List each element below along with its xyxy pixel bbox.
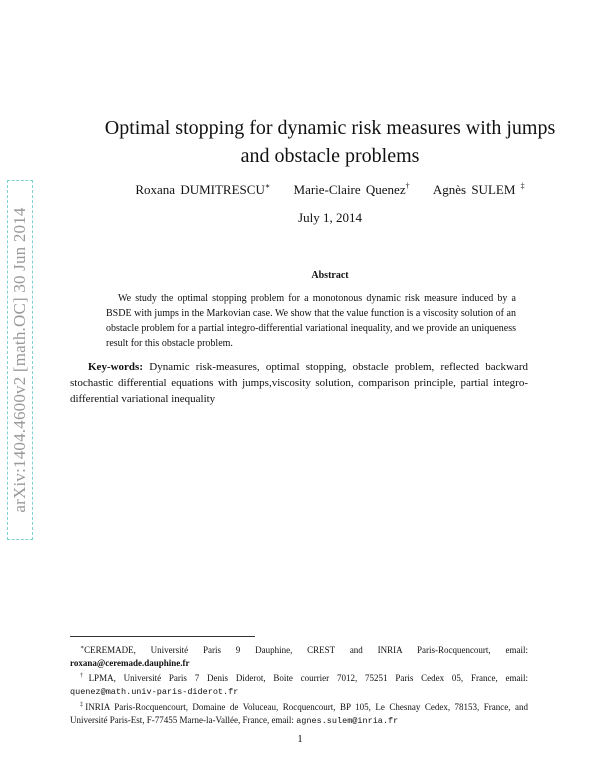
footnote-1-email[interactable]: roxana@ceremade.dauphine.fr [70, 658, 190, 668]
footnote-3: ‡INRIA Paris-Rocquencourt, Domaine de Voluceau, Rocquencourt, BP 105, Le Chesnay Cedex, 78153, France, and Université Paris-Est, F-77455 Marne-la-Vallée, France, email: agnes.sulem@inria.fr [70, 702, 528, 726]
author-list [60, 182, 600, 198]
abstract-text: We study the optimal stopping problem for a monotonous dynamic risk measure induced by a BSDE with jumps in the Markovian case. We show that the value function is a viscosity solution of an obstacle problem for a partial integro-differential variational inequality, and we provide an uniqueness result for this obstacle problem. [106, 293, 516, 349]
footnote-rule [70, 636, 255, 637]
footnote-3-email[interactable]: agnes.sulem@inria.fr [296, 716, 399, 726]
abstract-heading: Abstract [311, 270, 349, 281]
author-3: Agnès SULEM ‡ [432, 182, 525, 198]
keywords-label: Key-words: [88, 361, 143, 373]
title-line-2: and obstacle problems [240, 145, 420, 167]
paper-title [60, 114, 600, 170]
footnote-2-email[interactable]: quenez@math.univ-paris-diderot.fr [70, 687, 239, 697]
keywords-paragraph [70, 359, 528, 407]
publication-date: July 1, 2014 [298, 210, 362, 225]
author-1: Roxana DUMITRESCU∗ [135, 182, 271, 198]
author-2: Marie-Claire Quenez† [293, 182, 410, 198]
arxiv-stamp [7, 180, 33, 540]
footnote-1: ∗CEREMADE, Université Paris 9 Dauphine, CREST and INRIA Paris-Rocquencourt, email: roxana@ceremade.dauphine.fr [70, 645, 528, 668]
footnotes [70, 642, 528, 728]
footnote-2: †LPMA, Université Paris 7 Denis Diderot, Boite courrier 7012, 75251 Paris Cedex 05, France, email: quenez@math.univ-paris-diderot.fr [70, 673, 529, 697]
page-number: 1 [297, 733, 303, 745]
keywords-text: Dynamic risk-measures, optimal stopping, obstacle problem, reflected backward stochastic differential equations with jumps,viscosity solution, comparison principle, partial integro-differential variational inequality [70, 361, 528, 405]
title-line-1: Optimal stopping for dynamic risk measures with jumps [104, 117, 556, 139]
arxiv-identifier: arXiv:1404.4600v2 [math.OC] 30 Jun 2014 [10, 207, 29, 513]
